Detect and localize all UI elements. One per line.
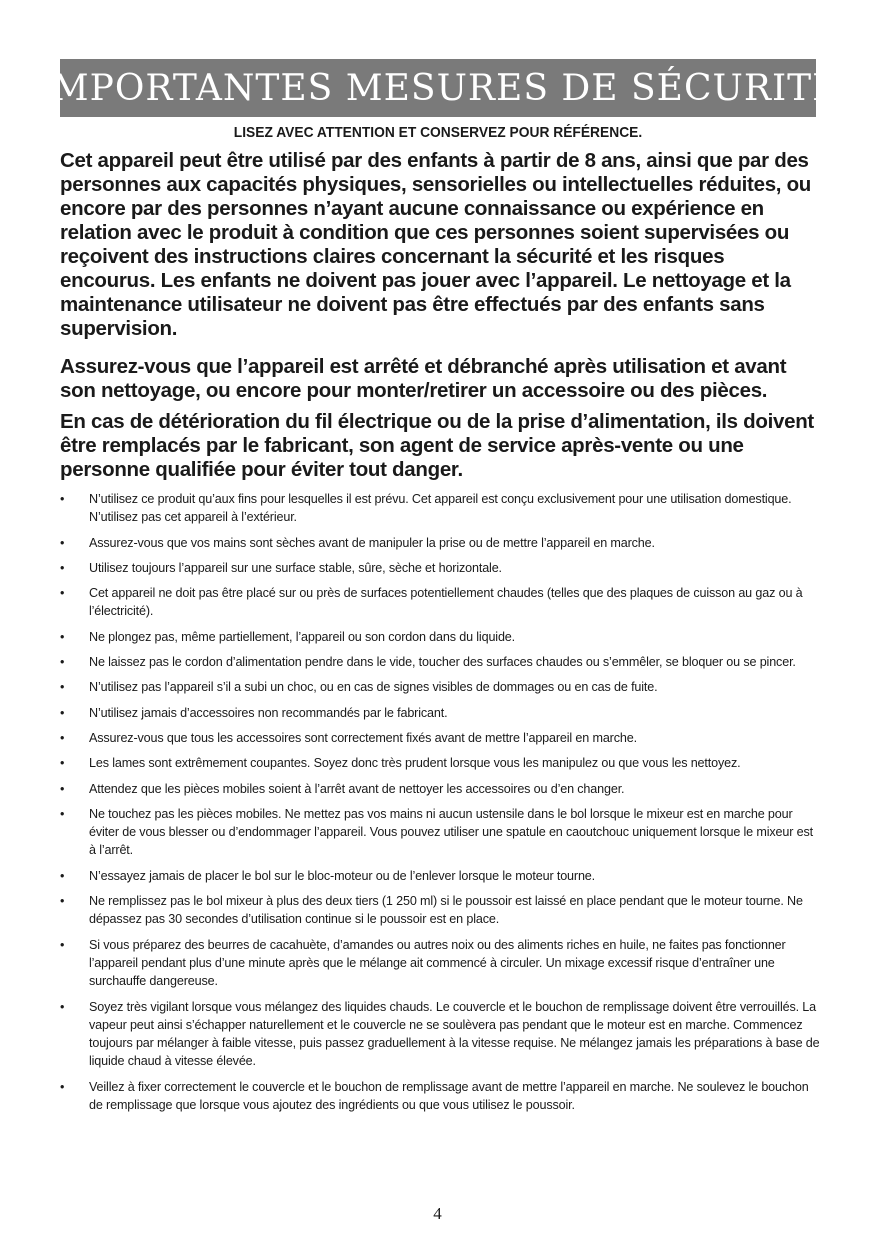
page-subtitle: LISEZ AVEC ATTENTION ET CONSERVEZ POUR RÉFÉRENCE. (233, 124, 643, 141)
bullet-dot-icon: • (60, 535, 65, 550)
bullet-dot-icon: • (60, 937, 65, 952)
bullet-dot-icon: • (60, 705, 65, 720)
bullet-dot-icon: • (60, 492, 65, 506)
safety-bullet-item (60, 867, 820, 885)
intro-paragraph-2: Assurez-vous que l’appareil est arrêté et débranché après utilisation et avant son nettoyage, ou encore pour monter/retirer un accessoire ou des pièces. (60, 355, 787, 402)
safety-bullet-text: Les lames sont extrêmement coupantes. Soyez donc très prudent lorsque vous les manipulez ou que vous les nettoyez. (89, 756, 741, 771)
bullet-dot-icon: • (60, 756, 65, 771)
bullet-dot-icon: • (60, 1079, 65, 1094)
safety-bullet-item (60, 584, 820, 621)
page-title: IMPORTANTES MESURES DE SÉCURITÉ (36, 67, 840, 109)
safety-bullet-item (60, 628, 820, 646)
safety-bullet-item (60, 998, 820, 1071)
safety-bullet-text: Assurez-vous que tous les accessoires sont correctement fixés avant de mettre l’appareil en marche. (89, 730, 637, 745)
safety-bullet-item (60, 678, 820, 696)
safety-bullet-item (60, 936, 820, 991)
intro-paragraph-1: Cet appareil peut être utilisé par des enfants à partir de 8 ans, ainsi que par des personnes aux capacités physiques, sensorielles ou intellectuelles réduites, ou encore par des personnes n’ayant aucune connaissance ou expérience en relation avec le produit à condition que ces personnes soient supervisées ou reçoivent des instructions claires concernant la sécurité et les risques encourus. Les enfants ne doivent pas jouer avec l’appareil. Le nettoyage et la maintenance utilisateur ne doivent pas être effectués par des enfants sans supervision. (60, 149, 812, 340)
bullet-dot-icon: • (60, 586, 65, 601)
bullet-dot-icon: • (60, 680, 65, 695)
safety-bullet-item (60, 704, 820, 722)
safety-bullet-text: Utilisez toujours l’appareil sur une surface stable, sûre, sèche et horizontale. (89, 560, 502, 575)
intro-paragraph-unplug (60, 355, 820, 403)
intro-paragraph-cord (60, 410, 820, 482)
safety-bullet-text: Ne plongez pas, même partiellement, l’appareil ou son cordon dans du liquide. (89, 629, 515, 644)
safety-bullet-text: Ne touchez pas les pièces mobiles. Ne mettez pas vos mains ni aucun ustensile dans le bol lorsque le mixeur est en marche pour éviter de vous blesser ou d’endommager l’appareil. Vous pouvez utiliser une spatule en caoutchouc uniquement lorsque le mixeur est à l’arrêt. (89, 806, 813, 858)
safety-bullet-item (60, 534, 820, 552)
safety-bullet-text: Soyez très vigilant lorsque vous mélangez des liquides chauds. Le couvercle et le bouchon de remplissage doivent être verrouillés. La vapeur peut ainsi s’échapper naturellement et le couvercle ne se soulèvera pas pendant que le moteur est en marche. Commencez toujours par mélanger à faible vitesse, puis passez graduellement à la vitesse requise. Ne mélangez jamais les préparations à base de liquide chaud à vitesse élevée. (89, 999, 820, 1069)
safety-bullet-list (60, 490, 820, 1121)
safety-bullet-item (60, 653, 820, 671)
bullet-dot-icon: • (60, 730, 65, 745)
page-title-banner (36, 59, 840, 117)
safety-bullet-text: N’utilisez jamais d’accessoires non recommandés par le fabricant. (89, 705, 448, 720)
bullet-dot-icon: • (60, 655, 65, 670)
safety-bullet-text: Cet appareil ne doit pas être placé sur ou près de surfaces potentiellement chaudes (telles que des plaques de cuisson au gaz ou à l’électricité). (89, 586, 803, 619)
safety-bullet-item (60, 780, 820, 798)
safety-bullet-text: Ne remplissez pas le bol mixeur à plus des deux tiers (1 250 ml) si le poussoir est laissé en place pendant que le moteur tourne. Ne dépassez pas 30 secondes d’utilisation continue si le poussoir est en place. (89, 894, 803, 927)
safety-bullet-text: Si vous préparez des beurres de cacahuète, d’amandes ou autres noix ou des aliments riches en huile, ne faites pas fonctionner l’appareil pendant plus d’une minute après que le mélange ait commencé à circuler. Un mixage excessif risque d’entraîner une surchauffe dangereuse. (89, 937, 786, 989)
bullet-dot-icon: • (60, 999, 65, 1014)
safety-bullet-item (60, 1078, 820, 1115)
page-number: 4 (433, 1204, 442, 1223)
bullet-dot-icon: • (60, 781, 65, 796)
safety-bullet-item (60, 729, 820, 747)
safety-bullet-text: N’utilisez pas l’appareil s’il a subi un choc, ou en cas de signes visibles de dommages ou en cas de fuite. (89, 680, 658, 695)
safety-bullet-text: N’utilisez ce produit qu’aux fins pour lesquelles il est prévu. Cet appareil est conçu exclusivement pour une utilisation domestique. N’utilisez pas cet appareil à l’extérieur. (89, 492, 792, 525)
safety-bullet-item (60, 559, 820, 577)
safety-bullet-text: Veillez à fixer correctement le couvercle et le bouchon de remplissage avant de mettre l’appareil en marche. Ne soulevez le bouchon de remplissage que lorsque vous ajoutez des ingrédients ou que vous utilisez le poussoir. (89, 1079, 809, 1113)
safety-bullet-item (60, 892, 820, 929)
safety-bullet-item (60, 754, 820, 772)
bullet-dot-icon: • (60, 894, 65, 909)
safety-bullet-item (60, 490, 820, 527)
bullet-dot-icon: • (60, 868, 65, 883)
bullet-dot-icon: • (60, 806, 65, 821)
intro-paragraph-3: En cas de détérioration du fil électrique ou de la prise d’alimentation, ils doivent être remplacés par le fabricant, son agent de service après-vente ou une personne qualifiée pour éviter tout danger. (60, 410, 814, 481)
safety-bullet-text: Assurez-vous que vos mains sont sèches avant de manipuler la prise ou de mettre l’appareil en marche. (89, 535, 655, 550)
bullet-dot-icon: • (60, 629, 65, 644)
intro-paragraph-children (60, 149, 820, 341)
safety-bullet-text: Attendez que les pièces mobiles soient à l’arrêt avant de nettoyer les accessoires ou d’en changer. (89, 781, 625, 796)
bullet-dot-icon: • (60, 560, 65, 575)
safety-bullet-item (60, 805, 820, 860)
safety-bullet-text: Ne laissez pas le cordon d’alimentation pendre dans le vide, toucher des surfaces chaudes ou s’emmêler, se bloquer ou se pincer. (89, 655, 796, 670)
safety-bullet-text: N’essayez jamais de placer le bol sur le bloc-moteur ou de l’enlever lorsque le moteur tourne. (89, 868, 596, 883)
